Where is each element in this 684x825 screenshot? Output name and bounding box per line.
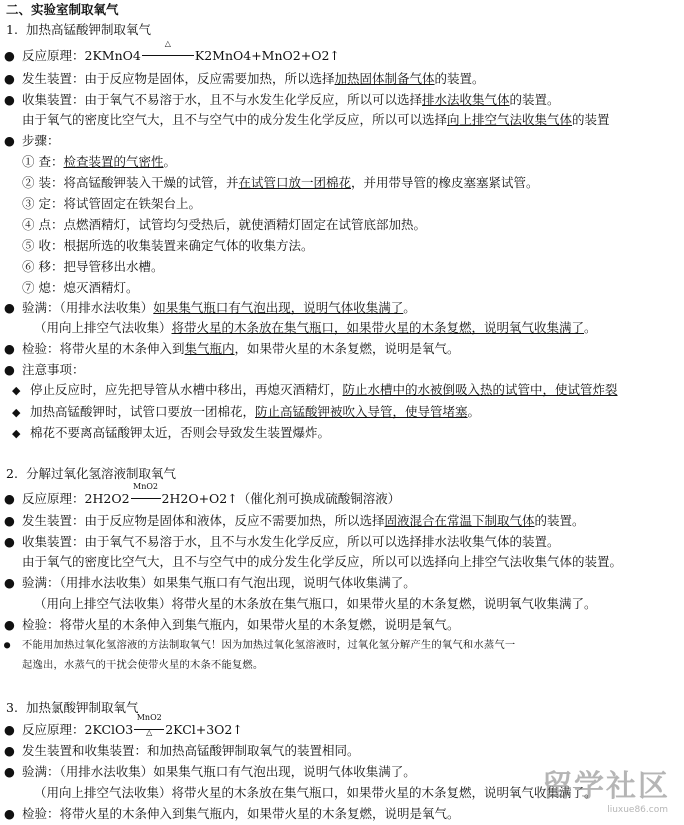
s1-step-5: ⑤ 收：根据所选的收集装置来确定气体的收集方法。 <box>22 238 314 253</box>
s3-yanman: ● 验满：（用排水法收集）如果集气瓶口有气泡出现，说明气体收集满了。 <box>4 764 416 779</box>
s2-warning-2: 起逸出，水蒸气的干扰会使带火星的木条不能复燃。 <box>22 659 264 671</box>
s1-notes-label: ● 注意事项： <box>4 362 85 377</box>
s3-yanman2: （用向上排空气法收集）将带火星的木条放在集气瓶口，如果带火星的木条复燃，说明氧气收集满了。 <box>34 785 597 800</box>
s3-equation: ● 反应原理：2KClO3 MnO2 △ 2KCl+3O2↑ <box>4 713 243 737</box>
s2-fasheng: ● 发生装置：由于反应物是固体和液体，反应不需要加热，所以选择固液混合在常温下制取气体的装置。 <box>4 513 585 528</box>
s1-note-1: ◆ 停止反应时，应先把导管从水槽中移出，再熄灭酒精灯，防止水槽中的水被倒吸入热的试管中，使试管炸裂 <box>12 382 618 397</box>
s1-yanman: ● 验满：（用排水法收集）如果集气瓶口有气泡出现，说明气体收集满了。 <box>4 300 416 315</box>
s1-jianyan: ● 检验：将带火星的木条伸入到集气瓶内，如果带火星的木条复燃，说明是氧气。 <box>4 341 460 356</box>
s3-title: 3. 加热氯酸钾制取氧气 <box>6 700 139 715</box>
s2-yanman: ● 验满：（用排水法收集）如果集气瓶口有气泡出现，说明气体收集满了。 <box>4 575 416 590</box>
s2-title: 2. 分解过氧化氢溶液制取氧气 <box>6 466 177 481</box>
s1-step-7: ⑦ 熄：熄灭酒精灯。 <box>22 280 139 295</box>
watermark-text: 留学社区 <box>542 769 670 804</box>
s2-shouji: ● 收集装置：由于氧气不易溶于水，且不与水发生化学反应，所以可以选择排水法收集气体的装置。 <box>4 534 560 549</box>
s3-fasheng: ● 发生装置和收集装置：和加热高锰酸钾制取氧气的装置相同。 <box>4 743 360 758</box>
s1-equation: ● 反应原理：2KMnO4 △ K2MnO4+MnO2+O2↑ <box>4 39 340 63</box>
s1-note-2: ◆ 加热高锰酸钾时，试管口要放一团棉花，防止高锰酸钾被吹入导管，使导管堵塞。 <box>12 404 481 419</box>
s1-step-2: ② 装：将高锰酸钾装入干燥的试管，并在试管口放一团棉花，并用带导管的橡皮塞塞紧试管。 <box>22 175 539 190</box>
s2-yanman2: （用向上排空气法收集）将带火星的木条放在集气瓶口，如果带火星的木条复燃，说明氧气收集满了。 <box>34 596 597 611</box>
s2-shouji2: 由于氧气的密度比空气大，且不与空气中的成分发生化学反应，所以可以选择向上排空气法收集气体的装置。 <box>22 554 623 569</box>
s1-step-3: ③ 定：将试管固定在铁架台上。 <box>22 196 201 211</box>
s1-step-6: ⑥ 移：把导管移出水槽。 <box>22 259 164 274</box>
s1-note-3: ◆ 棉花不要离高锰酸钾太近，否则会导致发生装置爆炸。 <box>12 425 331 440</box>
s2-jianyan: ● 检验：将带火星的木条伸入到集气瓶内，如果带火星的木条复燃，说明是氧气。 <box>4 617 460 632</box>
watermark <box>518 761 678 815</box>
s1-yanman2: （用向上排空气法收集）将带火星的木条放在集气瓶口，如果带火星的木条复燃，说明氧气收集满了。 <box>34 320 597 335</box>
s2-warning-1: ● 不能用加热过氧化氢溶液的方法制取氧气！因为加热过氧化氢溶液时，过氧化氢分解产生的氧气和水蒸气一 <box>4 639 516 651</box>
s1-step-4: ④ 点：点燃酒精灯，试管均匀受热后，就使酒精灯固定在试管底部加热。 <box>22 217 426 232</box>
s1-shouji: ● 收集装置：由于氧气不易溶于水，且不与水发生化学反应，所以可以选择排水法收集气体的装置。 <box>4 92 560 107</box>
s2-equation: ● 反应原理：2H2O2 MnO2 2H2O+O2↑（催化剂可换成硫酸铜溶液） <box>4 482 401 506</box>
watermark-url: liuxue86.com <box>607 805 668 815</box>
s1-shouji2: 由于氧气的密度比空气大，且不与空气中的成分发生化学反应，所以可以选择向上排空气法收集气体的装置 <box>22 112 610 127</box>
s1-fasheng: ● 发生装置：由于反应物是固体，反应需要加热，所以选择加热固体制备气体的装置。 <box>4 71 485 86</box>
s1-steps-label: ● 步骤： <box>4 133 60 148</box>
s1-title: 1. 加热高锰酸钾制取氧气 <box>6 22 152 37</box>
s3-jianyan: ● 检验：将带火星的木条伸入到集气瓶内，如果带火星的木条复燃，说明是氧气。 <box>4 806 460 821</box>
s1-step-1: ① 查：检查装置的气密性。 <box>22 154 177 169</box>
section-heading: 二、实验室制取氧气 <box>6 2 119 17</box>
